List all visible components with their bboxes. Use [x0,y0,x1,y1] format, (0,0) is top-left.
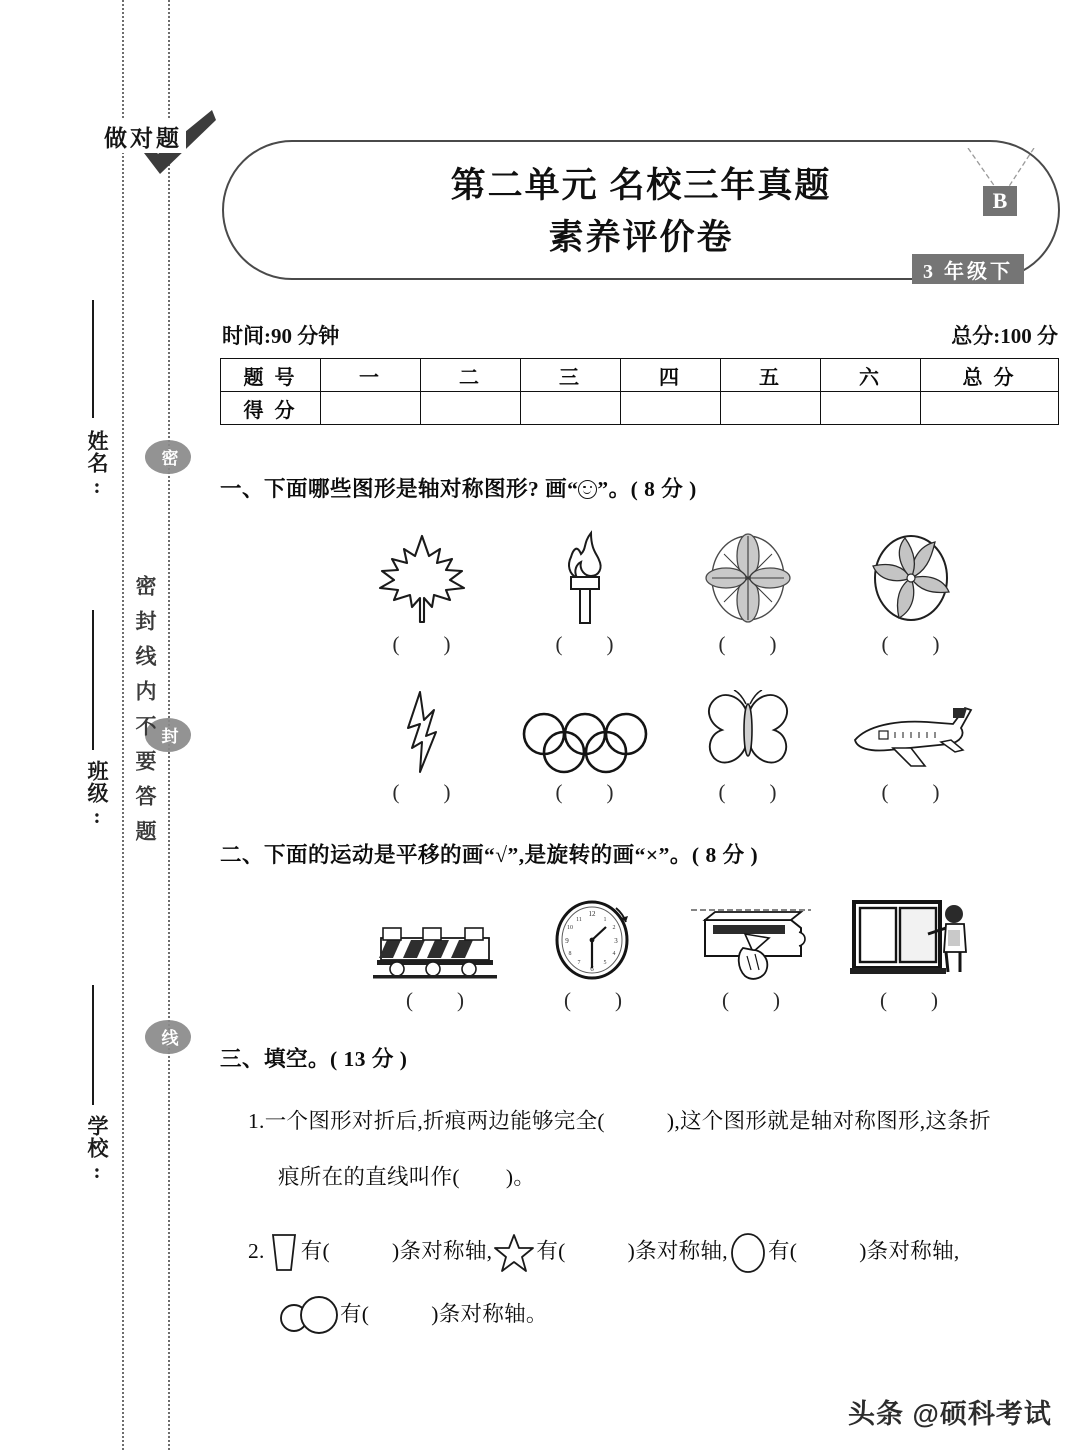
answer-paren-12[interactable]: ( ) [880,988,938,1012]
item-2-seg2-b: )条对称轴, [627,1238,728,1263]
seal-instruction-text: 密封线内不要答题 [133,575,157,855]
score-table-row-label-2: 得 分 [221,392,321,425]
q1-heading-prefix: 一、下面哪些图形是轴对称图形? 画“ [220,477,579,501]
svg-text:1: 1 [603,917,607,923]
figure-person-sliding-window [830,896,988,1013]
seal-mark-mi: 密 [145,440,191,474]
answer-paren-11[interactable]: ( ) [722,988,780,1012]
seal-mark-xian: 线 [145,1020,191,1054]
figure-olympic-rings [503,690,666,805]
butterfly-icon [666,690,829,774]
maple-leaf-icon [340,528,503,626]
svg-text:3: 3 [614,937,618,945]
answer-paren-3[interactable]: ( ) [718,632,777,656]
answer-paren-6[interactable]: ( ) [555,780,614,804]
svg-text:11: 11 [576,917,582,923]
item-2-seg4-b: )条对称轴。 [431,1301,548,1326]
grade-badge: 3 年级下 [912,254,1024,284]
figure-hand-in-mail-slot [672,896,830,1013]
zuoduiti-badge: 做对题 [100,120,186,153]
figure-wall-clock [514,896,672,1013]
question-3-heading: 三、填空。( 13 分 ) [220,1047,408,1071]
svg-text:9: 9 [565,937,569,945]
airplane-icon [829,690,992,774]
item-2-seg2-a: 有( [536,1238,566,1263]
two-tangent-circles-icon [279,1296,339,1336]
train-on-track-icon [356,896,514,982]
score-cell-total[interactable] [921,392,1059,425]
answer-paren-2[interactable]: ( ) [555,632,614,656]
item-2-seg1-b: )条对称轴, [392,1238,493,1263]
score-col-header-3: 三 [521,359,621,392]
class-write-line[interactable] [92,610,94,750]
figure-pinwheel [829,528,992,657]
score-col-header-5: 五 [721,359,821,392]
watermark: 头条 @硕科考试 [848,1399,1052,1429]
page-title-line2: 素养评价卷 [548,218,734,257]
question-2-figure-row [356,896,988,1013]
svg-text:6: 6 [590,965,594,973]
question-1-figure-row-1 [340,528,992,657]
svg-text:12: 12 [588,910,596,918]
page-title-line1: 第二单元 名校三年真题 [450,166,832,205]
fill-blank-item-2-line-1 [248,1232,960,1274]
score-col-header-4: 四 [621,359,721,392]
answer-paren-10[interactable]: ( ) [564,988,622,1012]
smiley-icon [578,480,597,499]
item-1-text-c: 痕所在的直线叫作( [278,1165,460,1189]
volume-badge: B [983,186,1017,216]
five-point-star-icon [493,1233,535,1273]
question-1-heading [220,472,697,503]
seal-margin [0,0,200,1450]
four-petal-flower-icon [666,528,829,626]
figure-train-on-track [356,896,514,1013]
person-sliding-window-icon [830,896,988,982]
item-2-number: 2. [248,1238,265,1263]
score-cell-5[interactable] [721,392,821,425]
svg-text:10: 10 [567,925,573,931]
answer-paren-4[interactable]: ( ) [881,632,940,656]
lightning-bolt-icon [340,690,503,774]
score-table-row-label-1: 题 号 [221,359,321,392]
trapezoid-icon [266,1233,300,1273]
hand-in-mail-slot-icon [672,896,830,982]
wall-clock-icon [514,896,672,982]
exam-meta-row [222,320,1058,350]
school-write-line[interactable] [92,985,94,1105]
total-score-label: 总分:100 分 [951,324,1058,348]
item-1-text-b: ),这个图形就是轴对称图形,这条折 [666,1109,991,1133]
question-1-figure-row-2 [340,690,992,805]
fill-blank-item-2-line-2 [278,1296,548,1336]
item-2-seg1-a: 有( [300,1238,330,1263]
answer-paren-1[interactable]: ( ) [392,632,451,656]
figure-four-petal-flower [666,528,829,657]
torch-icon [503,528,666,626]
school-field-label: 学校: [85,1115,109,1184]
score-cell-6[interactable] [821,392,921,425]
score-cell-1[interactable] [321,392,421,425]
seal-mark-feng: 封 [145,718,191,752]
name-field-label: 姓名: [85,430,109,499]
score-col-header-1: 一 [321,359,421,392]
figure-lightning-bolt [340,690,503,805]
seal-dashed-line-inner [122,0,124,1450]
fill-blank-item-1-line-1 [248,1104,991,1135]
svg-text:4: 4 [612,951,616,957]
pinwheel-icon [829,528,992,626]
score-col-header-6: 六 [821,359,921,392]
item-1-text-a: 一个图形对折后,折痕两边能够完全( [264,1109,605,1133]
figure-airplane [829,690,992,805]
table-row-header [221,359,1059,392]
ellipse-icon [729,1232,767,1274]
item-2-seg3-a: 有( [767,1238,798,1263]
answer-paren-7[interactable]: ( ) [718,780,777,804]
question-2-heading: 二、下面的运动是平移的画“√”,是旋转的画“×”。( 8 分 ) [220,843,759,867]
answer-paren-5[interactable]: ( ) [392,780,451,804]
svg-text:5: 5 [603,960,607,966]
score-col-header-total: 总 分 [921,359,1059,392]
svg-text:7: 7 [577,960,581,966]
item-1-text-d: )。 [505,1165,536,1189]
score-cell-2[interactable] [421,392,521,425]
score-table [220,358,1059,425]
item-2-seg4-a: 有( [340,1301,370,1326]
score-cell-4[interactable] [621,392,721,425]
class-field-label: 班级: [85,760,109,829]
score-col-header-2: 二 [421,359,521,392]
item-1-number: 1. [248,1109,265,1133]
answer-paren-9[interactable]: ( ) [406,988,464,1012]
olympic-rings-icon [503,690,666,774]
score-cell-3[interactable] [521,392,621,425]
fill-blank-item-1-line-2 [278,1160,535,1191]
q1-heading-suffix: ”。( 8 分 ) [597,477,697,501]
svg-text:8: 8 [568,951,572,957]
figure-butterfly [666,690,829,805]
name-write-line[interactable] [92,300,94,418]
answer-paren-8[interactable]: ( ) [881,780,940,804]
item-2-seg3-b: )条对称轴, [859,1238,960,1263]
figure-torch [503,528,666,657]
svg-text:2: 2 [612,925,616,931]
time-label: 时间:90 分钟 [222,324,340,348]
figure-maple-leaf [340,528,503,657]
table-row-scores [221,392,1059,425]
